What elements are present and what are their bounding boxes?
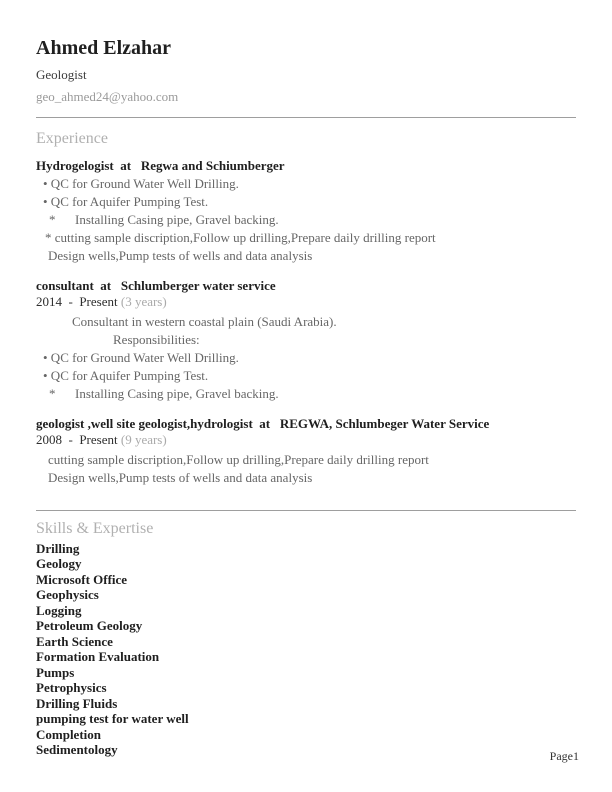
skill-item: Logging (36, 602, 82, 618)
skills-section (36, 521, 576, 758)
job-description (36, 175, 576, 265)
section-divider (36, 117, 576, 118)
date-duration: (9 years) (120, 431, 167, 447)
job-title: consultant at Schlumberger water service (36, 277, 276, 293)
job-entry (36, 417, 576, 487)
person-job-title: Geologist (36, 67, 87, 82)
job-description (36, 451, 576, 487)
skill-item: Geophysics (36, 587, 99, 603)
job-entry (36, 159, 576, 265)
page-number: Page1 (549, 749, 579, 763)
skill-item: Drilling (36, 540, 80, 556)
job-entry (36, 279, 576, 403)
experience-section (36, 131, 576, 487)
job-title: Hydrogelogist at Regwa and Schiumberger (36, 157, 285, 173)
skill-item: Petrophysics (36, 680, 107, 696)
job-line: Consultant in western coastal plain (Saudi Arabia). (72, 313, 337, 329)
skills-section-title: Skills & Expertise (36, 519, 154, 537)
skill-item: Drilling Fluids (36, 695, 118, 711)
skill-item: Formation Evaluation (36, 649, 160, 665)
skill-item: Geology (36, 556, 82, 572)
job-line: * Installing Casing pipe, Gravel backing. (49, 211, 279, 227)
person-name: Ahmed Elzahar (36, 37, 171, 59)
job-line: * cutting sample discription,Follow up drilling,Prepare daily drilling report (45, 229, 436, 245)
person-email: geo_ahmed24@yahoo.com (36, 89, 179, 105)
job-date-range (36, 431, 576, 449)
job-line: • QC for Aquifer Pumping Test. (43, 193, 209, 209)
skill-item: Pumps (36, 664, 75, 680)
skill-item: Earth Science (36, 633, 113, 649)
job-title: geologist ,well site geologist,hydrologist at REGWA, Schlumbeger Water Service (36, 415, 490, 431)
resume-header (36, 38, 576, 105)
job-line: • QC for Aquifer Pumping Test. (43, 367, 209, 383)
section-divider (36, 510, 576, 511)
job-line: • QC for Ground Water Well Drilling. (43, 349, 239, 365)
skill-item: Microsoft Office (36, 571, 128, 587)
skill-item: Petroleum Geology (36, 618, 143, 634)
job-line: Design wells,Pump tests of wells and data analysis (48, 247, 313, 263)
job-line: * Installing Casing pipe, Gravel backing. (49, 385, 279, 401)
date-duration: (3 years) (120, 293, 167, 309)
skill-item: pumping test for water well (36, 711, 189, 727)
skill-item: Completion (36, 726, 101, 742)
job-line: cutting sample discription,Follow up drilling,Prepare daily drilling report (48, 451, 429, 467)
job-date-range (36, 293, 576, 311)
job-line: • QC for Ground Water Well Drilling. (43, 175, 239, 191)
skill-item: Sedimentology (36, 742, 118, 758)
job-line: Responsibilities: (113, 331, 200, 347)
job-line: Design wells,Pump tests of wells and data analysis (48, 469, 313, 485)
date-range: 2008 - Present (36, 431, 121, 447)
job-description (36, 313, 576, 403)
experience-section-title: Experience (36, 129, 108, 147)
skills-list (36, 541, 576, 758)
date-range: 2014 - Present (36, 293, 121, 309)
